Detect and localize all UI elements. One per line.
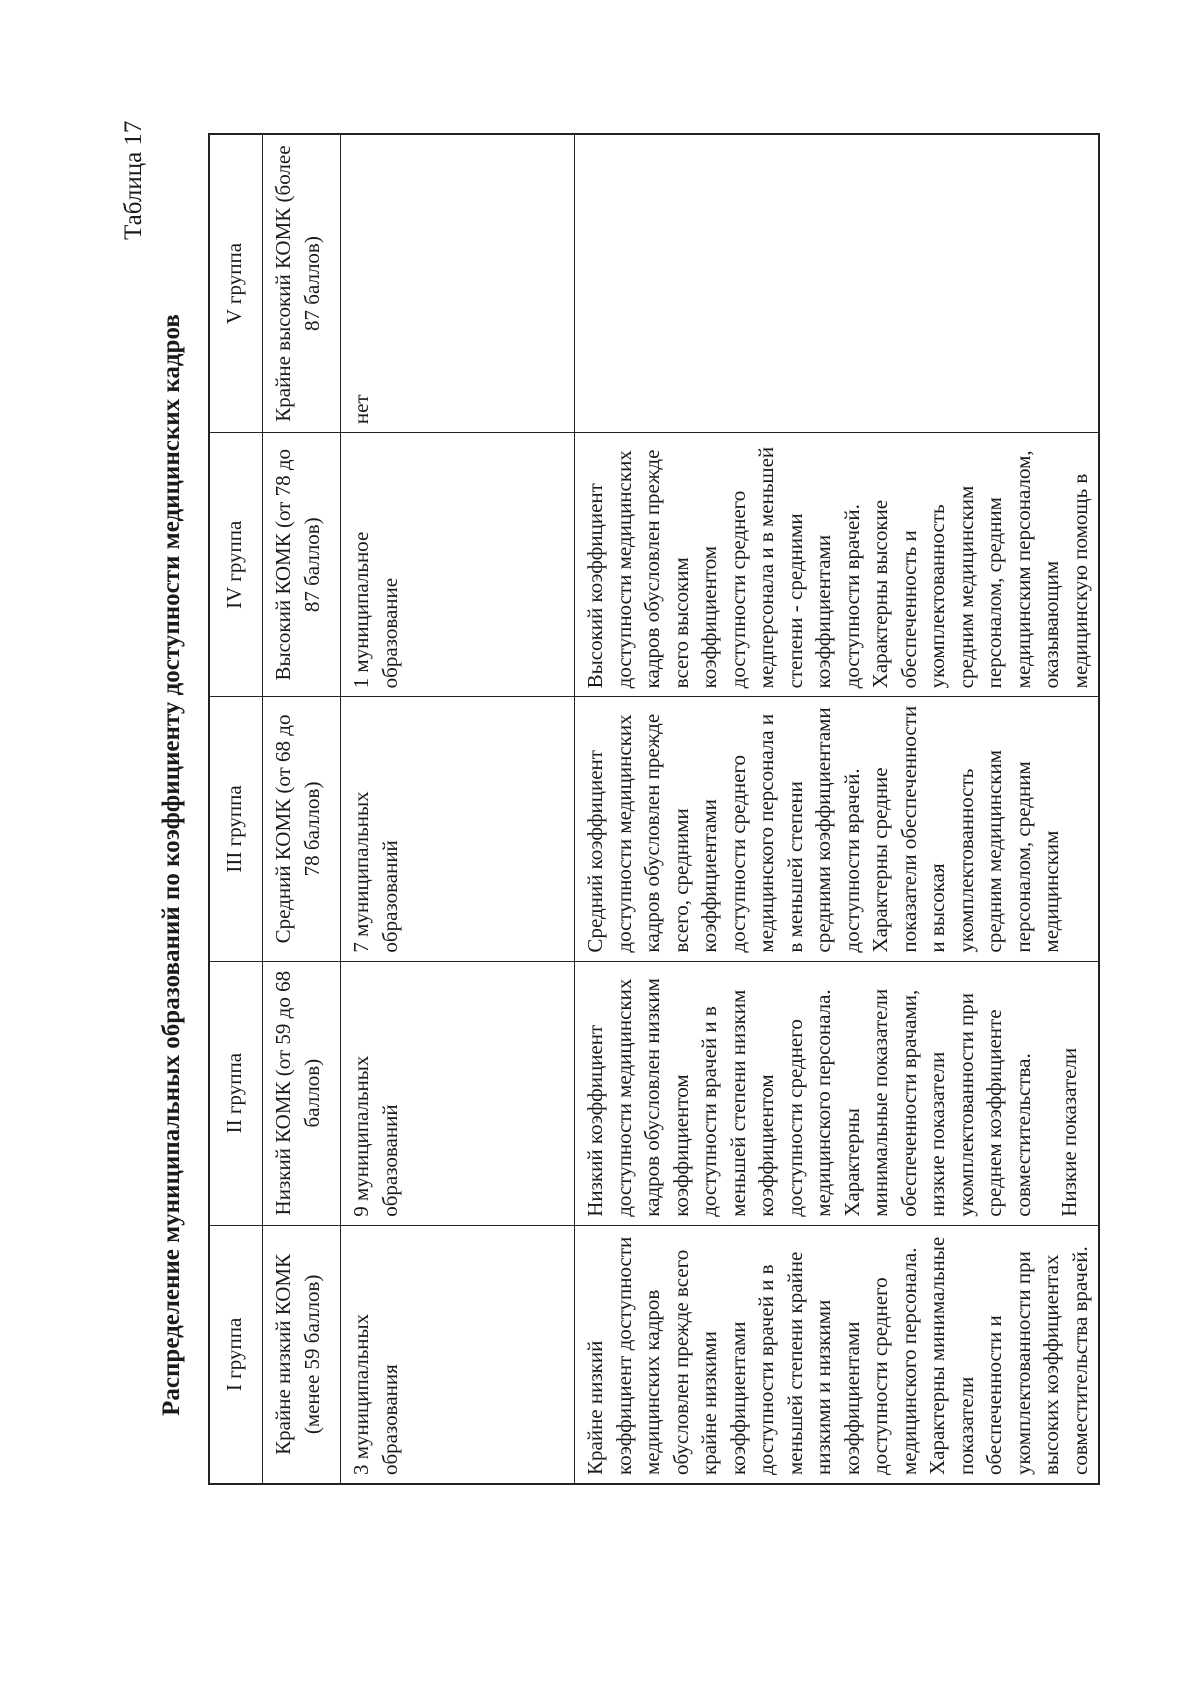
range-group-3: Средний КОМК (от 68 до 78 баллов) (263, 696, 341, 960)
range-group-5: Крайне высокий КОМК (более 87 баллов) (263, 135, 341, 432)
description-spacer (1037, 970, 1055, 1217)
description-group-5 (575, 135, 1098, 432)
header-group-2: II группа (210, 961, 263, 1225)
header-group-4: IV группа (210, 432, 263, 696)
description-group-1: Крайне низкий коэффициент доступности медицинских кадров обусловлен прежде всего крайне низкими коэффициентами доступности врачей и в меньшей степени крайне низкими и низкими коэффициентами доступности среднего медицинского персонала. Характерны минимальные показатели обеспеченности и укомплектованности при высоких коэффициентах совместительства врачей. (575, 1225, 1098, 1483)
description-group-2-part-1: Низкий коэффициент доступности медицинских кадров обусловлен низким коэффициентом доступности врачей и в меньшей степени низким коэффициентом доступности среднего медицинского персонала. Характерны (583, 978, 864, 1217)
description-group-2 (575, 961, 1098, 1225)
description-group-2-part-3: Низкие показатели (1057, 1047, 1081, 1217)
description-group-4: Высокий коэффициент доступности медицинских кадров обусловлен прежде всего высоким коэффициентом доступности среднего медперсонала и в меньшей степени - средними коэффициентами доступности врачей. Характерны высокие обеспеченность и укомплектованность средним медицинским персоналом, средним медицинским персоналом, оказывающим медицинскую помощь в (575, 432, 1098, 696)
count-group-3: 7 муниципальных образований (341, 696, 575, 960)
range-group-4: Высокий КОМК (от 78 до 87 баллов) (263, 432, 341, 696)
header-group-3: III группа (210, 696, 263, 960)
count-group-5: нет (341, 135, 575, 432)
table-label: Таблица 17 (120, 120, 147, 240)
rotated-sheet (110, 110, 1120, 1620)
count-group-1: 3 муниципальных образования (341, 1225, 575, 1483)
description-group-3: Средний коэффициент доступности медицинских кадров обусловлен прежде всего, средними коэффициентами доступности среднего медицинского персонала и в меньшей степени средними коэффициентами доступности врачей. Характерны средние показатели обеспеченности и высокая укомплектованность средним медицинским персоналом, средним медицинским (575, 696, 1098, 960)
range-group-2: Низкий КОМК (от 59 до 68 баллов) (263, 961, 341, 1225)
range-group-1: Крайне низкий КОМК (менее 59 баллов) (263, 1225, 341, 1483)
description-group-2-part-2: минимальные показатели обеспеченности врачами, низкие показатели укомплектованности при среднем коэффициенте совместительства. (868, 988, 1035, 1217)
header-group-5: V группа (210, 135, 263, 432)
header-group-1: I группа (210, 1225, 263, 1483)
count-group-2: 9 муниципальных образований (341, 961, 575, 1225)
count-group-4: 1 муниципальное образование (341, 432, 575, 696)
page-title: Распределение муниципальных образований по коэффициенту доступности медицинских кадров (158, 314, 185, 1416)
distribution-table (208, 133, 1100, 1485)
